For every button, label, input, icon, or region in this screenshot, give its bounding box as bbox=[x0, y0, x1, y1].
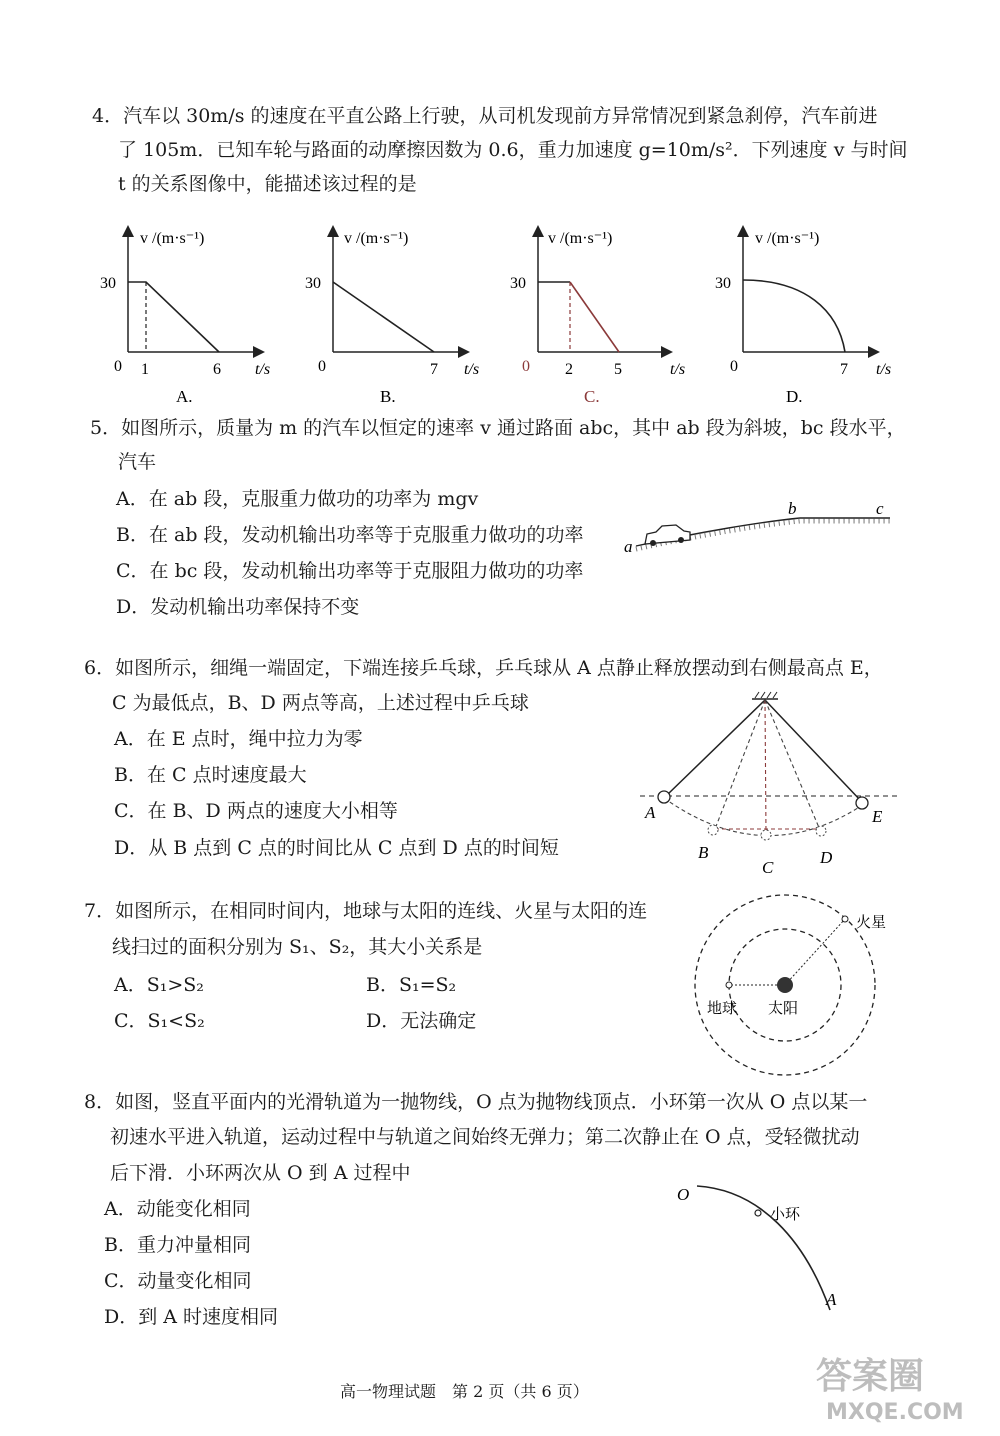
q6-option-a: A．在 E 点时，绳中拉力为零 bbox=[114, 728, 363, 750]
q6-label-A: A bbox=[645, 803, 656, 822]
graph-d-xlabel: t/s bbox=[876, 361, 892, 378]
q7-line-1: 7．如图所示，在相同时间内，地球与太阳的连线、火星与太阳的连 bbox=[84, 900, 648, 922]
graph-d-caption: D. bbox=[786, 387, 803, 406]
q8-option-c: C．动量变化相同 bbox=[104, 1270, 252, 1292]
q4-line-1: 4．汽车以 30m/s 的速度在平直公路上行驶，从司机发现前方异常情况到紧急刹停，汽车前进 bbox=[92, 105, 878, 127]
q5-label-c: c bbox=[876, 499, 884, 518]
graph-b-caption: B. bbox=[380, 387, 396, 406]
q5-label-b: b bbox=[788, 499, 797, 518]
q8-label-O: O bbox=[677, 1185, 690, 1204]
q8-option-d: D．到 A 时速度相同 bbox=[104, 1306, 279, 1328]
graph-d bbox=[715, 228, 891, 406]
q5-label-a: a bbox=[624, 537, 633, 556]
sun-icon bbox=[777, 977, 793, 993]
q7-label-mars: 火星 bbox=[856, 915, 887, 931]
graph-d-origin: 0 bbox=[730, 358, 738, 375]
graph-d-ytick: 30 bbox=[715, 275, 731, 292]
graph-c-ylabel: v /(m·s⁻¹) bbox=[548, 230, 613, 247]
graph-b-ylabel: v /(m·s⁻¹) bbox=[344, 230, 409, 247]
graph-a-ylabel: v /(m·s⁻¹) bbox=[140, 230, 205, 247]
watermark-url: MXQE.COM bbox=[826, 1400, 964, 1425]
q6-line-1: 6．如图所示，细绳一端固定，下端连接乒乓球，乒乓球从 A 点静止释放摆动到右侧最高点 E， bbox=[84, 657, 883, 679]
q7-option-c: C．S₁<S₂ bbox=[114, 1010, 205, 1032]
graph-a bbox=[100, 228, 270, 406]
q6-label-E: E bbox=[872, 807, 883, 826]
graph-d-ylabel: v /(m·s⁻¹) bbox=[755, 230, 820, 247]
watermark-logo: 答案圈 bbox=[816, 1356, 925, 1397]
q5-option-b: B．在 ab 段，发动机输出功率等于克服重力做功的功率 bbox=[116, 524, 584, 546]
graph-a-curve bbox=[128, 282, 219, 352]
graph-c-ytick: 30 bbox=[510, 275, 526, 292]
q6-label-C: C bbox=[762, 858, 774, 877]
q5-option-c: C．在 bc 段，发动机输出功率等于克服阻力做功的功率 bbox=[116, 560, 584, 582]
graph-a-xlabel: t/s bbox=[255, 361, 271, 378]
graph-a-origin: 0 bbox=[114, 358, 122, 375]
q6-option-b: B．在 C 点时速度最大 bbox=[114, 764, 307, 786]
car-icon bbox=[645, 525, 690, 546]
graph-c bbox=[510, 228, 685, 406]
q7-label-sun: 太阳 bbox=[768, 1001, 799, 1017]
q5-option-a: A．在 ab 段，克服重力做功的功率为 mgv bbox=[116, 488, 479, 510]
q7-line-2: 线扫过的面积分别为 S₁、S₂，其大小关系是 bbox=[112, 936, 483, 958]
q4-line-3: t 的关系图像中，能描述该过程的是 bbox=[118, 173, 417, 195]
q7-option-a: A．S₁>S₂ bbox=[114, 974, 204, 996]
graph-d-xtick-1: 7 bbox=[840, 361, 848, 378]
graph-c-origin: 0 bbox=[522, 358, 530, 375]
q8-line-1: 8．如图，竖直平面内的光滑轨道为一抛物线，O 点为抛物线顶点．小环第一次从 O 点以某一 bbox=[84, 1091, 868, 1113]
graph-b-xtick-1: 7 bbox=[430, 361, 438, 378]
q6-figure bbox=[640, 692, 900, 877]
q8-figure bbox=[677, 1185, 837, 1310]
q8-option-b: B．重力冲量相同 bbox=[104, 1234, 251, 1256]
q4-line-2: 了 105m．已知车轮与路面的动摩擦因数为 0.6，重力加速度 g=10m/s²．下列速度 v 与时间 bbox=[118, 139, 908, 161]
graph-c-xtick-2: 5 bbox=[614, 361, 622, 378]
q8-line-2: 初速水平进入轨道，运动过程中与轨道之间始终无弹力；第二次静止在 O 点，受轻微扰动 bbox=[110, 1126, 860, 1148]
q7-label-earth: 地球 bbox=[707, 1001, 738, 1017]
q5-figure bbox=[624, 499, 890, 556]
q7-option-b: B．S₁=S₂ bbox=[366, 974, 457, 996]
mars-icon bbox=[842, 916, 848, 922]
q5-line-1: 5．如图所示，质量为 m 的汽车以恒定的速率 v 通过路面 abc，其中 ab 段为斜坡，bc 段水平， bbox=[90, 417, 906, 439]
graph-d-curve bbox=[743, 280, 845, 352]
q8-label-ring: 小环 bbox=[770, 1207, 801, 1223]
graph-b bbox=[305, 228, 479, 406]
graph-c-caption: C. bbox=[584, 387, 600, 406]
q7-figure bbox=[695, 895, 886, 1075]
q6-option-d: D．从 B 点到 C 点的时间比从 C 点到 D 点的时间短 bbox=[114, 837, 559, 859]
q8-label-A: A bbox=[826, 1290, 837, 1309]
q6-line-2: C 为最低点，B、D 两点等高，上述过程中乒乓球 bbox=[112, 692, 529, 714]
q5-line-2: 汽车 bbox=[118, 451, 157, 473]
graph-b-ytick: 30 bbox=[305, 275, 321, 292]
q6-option-c: C．在 B、D 两点的速度大小相等 bbox=[114, 800, 398, 822]
q8-line-3: 后下滑．小环两次从 O 到 A 过程中 bbox=[110, 1162, 411, 1184]
q7-option-d: D．无法确定 bbox=[366, 1010, 477, 1032]
ring-icon bbox=[755, 1210, 761, 1216]
graph-a-xtick-2: 6 bbox=[213, 361, 221, 378]
q6-label-B: B bbox=[698, 843, 709, 862]
earth-icon bbox=[726, 982, 732, 988]
page-footer: 高一物理试题 第 2 页（共 6 页） bbox=[340, 1382, 589, 1401]
graph-c-xtick-1: 2 bbox=[565, 361, 573, 378]
graph-a-xtick-1: 1 bbox=[141, 361, 149, 378]
q8-option-a: A．动能变化相同 bbox=[104, 1198, 251, 1220]
graph-a-ytick: 30 bbox=[100, 275, 116, 292]
graph-b-xlabel: t/s bbox=[464, 361, 480, 378]
graph-b-origin: 0 bbox=[318, 358, 326, 375]
q5-option-d: D．发动机输出功率保持不变 bbox=[116, 596, 360, 618]
q6-label-D: D bbox=[820, 848, 833, 867]
graph-b-curve bbox=[333, 282, 434, 352]
graph-c-xlabel: t/s bbox=[670, 361, 686, 378]
graph-a-caption: A. bbox=[176, 387, 193, 406]
graph-c-curve bbox=[570, 282, 619, 352]
